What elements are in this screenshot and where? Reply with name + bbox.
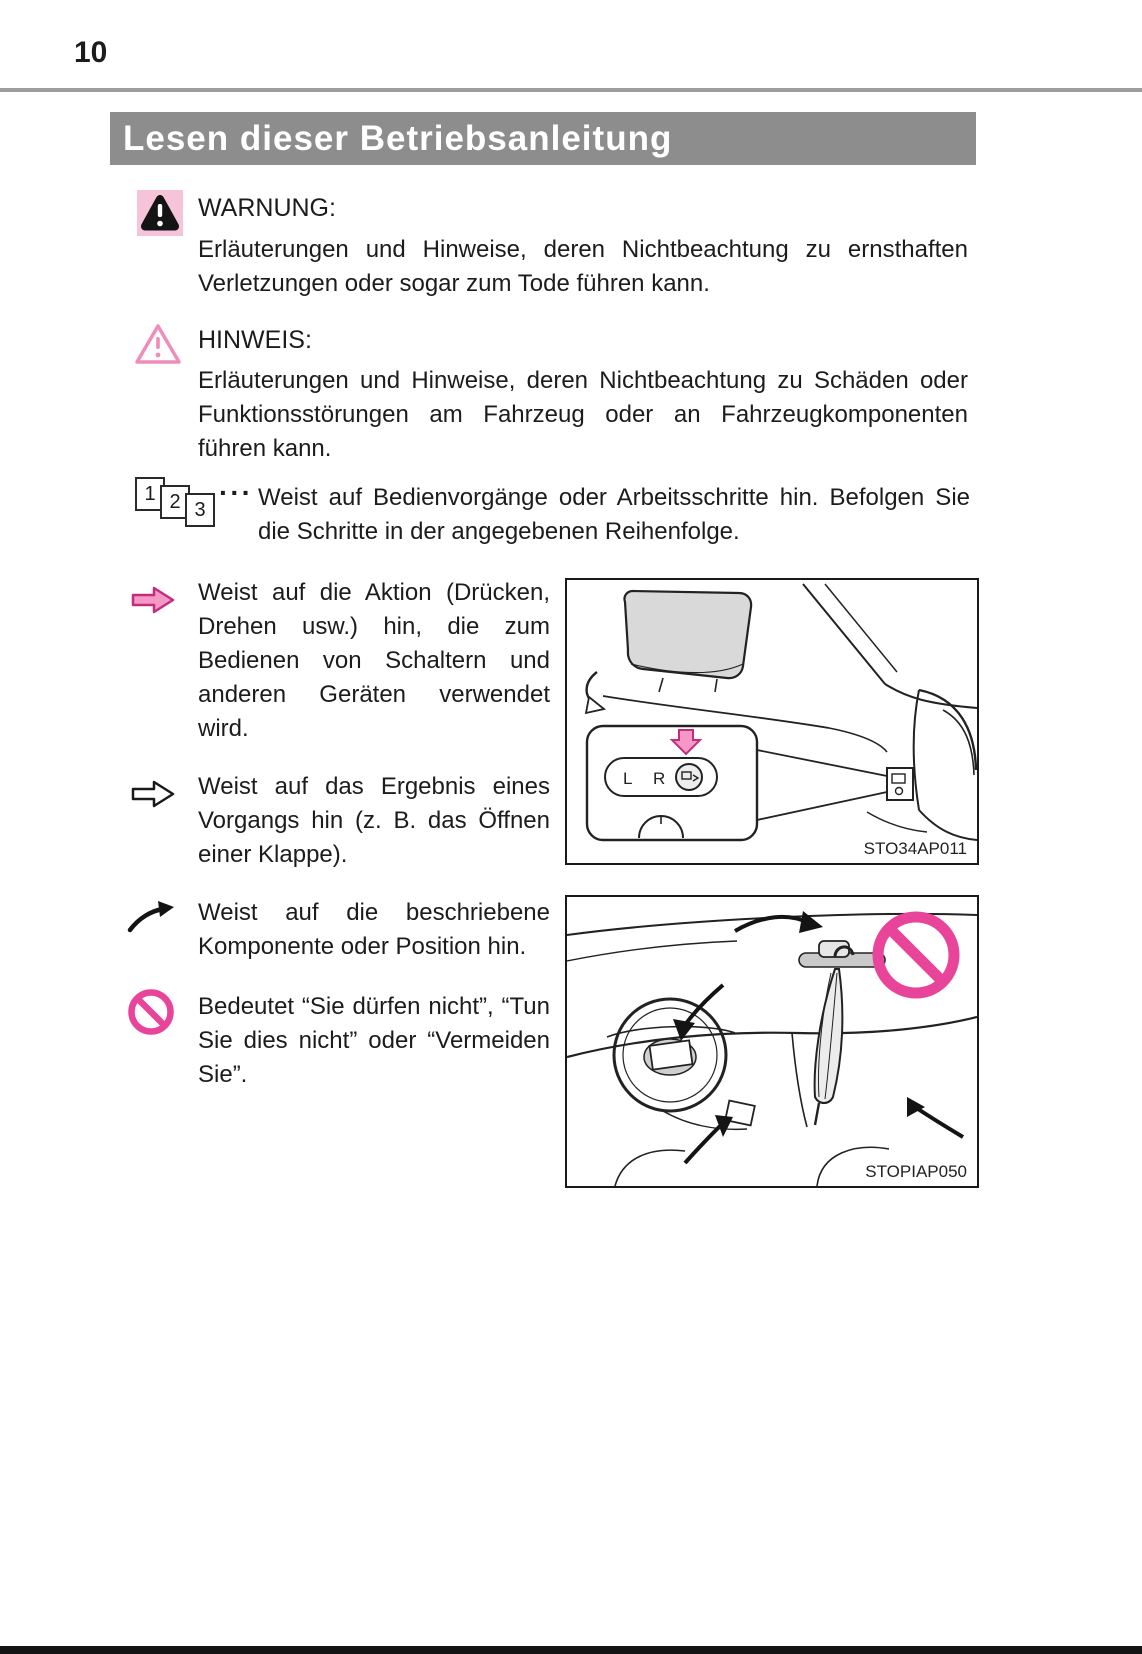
step-box-2: 2 — [160, 485, 190, 519]
prohibition-sign — [878, 917, 954, 993]
section-title: Lesen dieser Betriebsanleitung — [123, 119, 673, 158]
page-bottom-edge — [0, 1646, 1142, 1654]
warning-triangle-icon — [137, 190, 183, 241]
mirror-rotate-arrow — [586, 672, 604, 713]
steps-body: Weist auf Bedienvorgänge oder Arbeitsschritte hin. Befolgen Sie die Schritte in der angegebenen Reihenfolge. — [258, 484, 970, 545]
step-box-3: 3 — [185, 493, 215, 527]
component-body: Weist auf die beschriebene Komponente oder Position hin. — [198, 899, 550, 960]
page-number: 10 — [74, 36, 108, 69]
side-mirror-shape — [624, 591, 751, 678]
notice-triangle-icon — [134, 322, 182, 371]
prohibition-icon — [127, 988, 175, 1041]
notice-label: HINWEIS: — [198, 326, 312, 354]
warning-body: Erläuterungen und Hinweise, deren Nichtbeachtung zu ernsthaften Verletzungen oder sogar zum Tode führen kann. — [198, 236, 968, 297]
steps-ellipsis: ··· — [219, 477, 253, 508]
notice-body: Erläuterungen und Hinweise, deren Nichtbeachtung zu Schäden oder Funktionsstörungen am Fahrzeug oder an Fahrzeugkomponenten führen kann. — [198, 367, 968, 462]
figure-caption-mirror: STO34AP011 — [863, 839, 967, 858]
umbrella — [815, 947, 853, 1125]
action-body: Weist auf die Aktion (Drücken, Drehen usw.) hin, die zum Bedienen von Schaltern und anderen Geräten verwendet wird. — [198, 579, 550, 742]
pink-action-arrow-icon — [130, 584, 176, 621]
switch-callout — [587, 726, 757, 840]
component-pointer-arrow-icon — [127, 900, 175, 939]
numbered-steps-icon — [135, 477, 265, 531]
warning-label: WARNUNG: — [198, 194, 336, 222]
interior-illustration — [567, 897, 977, 1186]
steering-wheel — [614, 999, 726, 1111]
step-box-1: 1 — [135, 477, 165, 511]
switch-right-label: R — [653, 769, 666, 788]
figure-caption-interior: STOPIAP050 — [865, 1162, 967, 1181]
prohibition-body: Bedeutet “Sie dürfen nicht”, “Tun Sie dies nicht” oder “Vermeiden Sie”. — [198, 993, 550, 1088]
section-title-bar — [110, 112, 976, 165]
header-rule — [0, 88, 1142, 92]
figure-interior-prohibition — [565, 895, 979, 1188]
grab-handle — [799, 941, 885, 967]
switch-left-label: L — [623, 769, 633, 788]
mirror-illustration — [567, 580, 977, 863]
outline-result-arrow-icon — [130, 778, 176, 815]
dash-switch — [887, 768, 913, 800]
result-body: Weist auf das Ergebnis eines Vorgangs hin (z. B. das Öffnen einer Klappe). — [198, 773, 550, 868]
figure-mirror-switch — [565, 578, 979, 865]
